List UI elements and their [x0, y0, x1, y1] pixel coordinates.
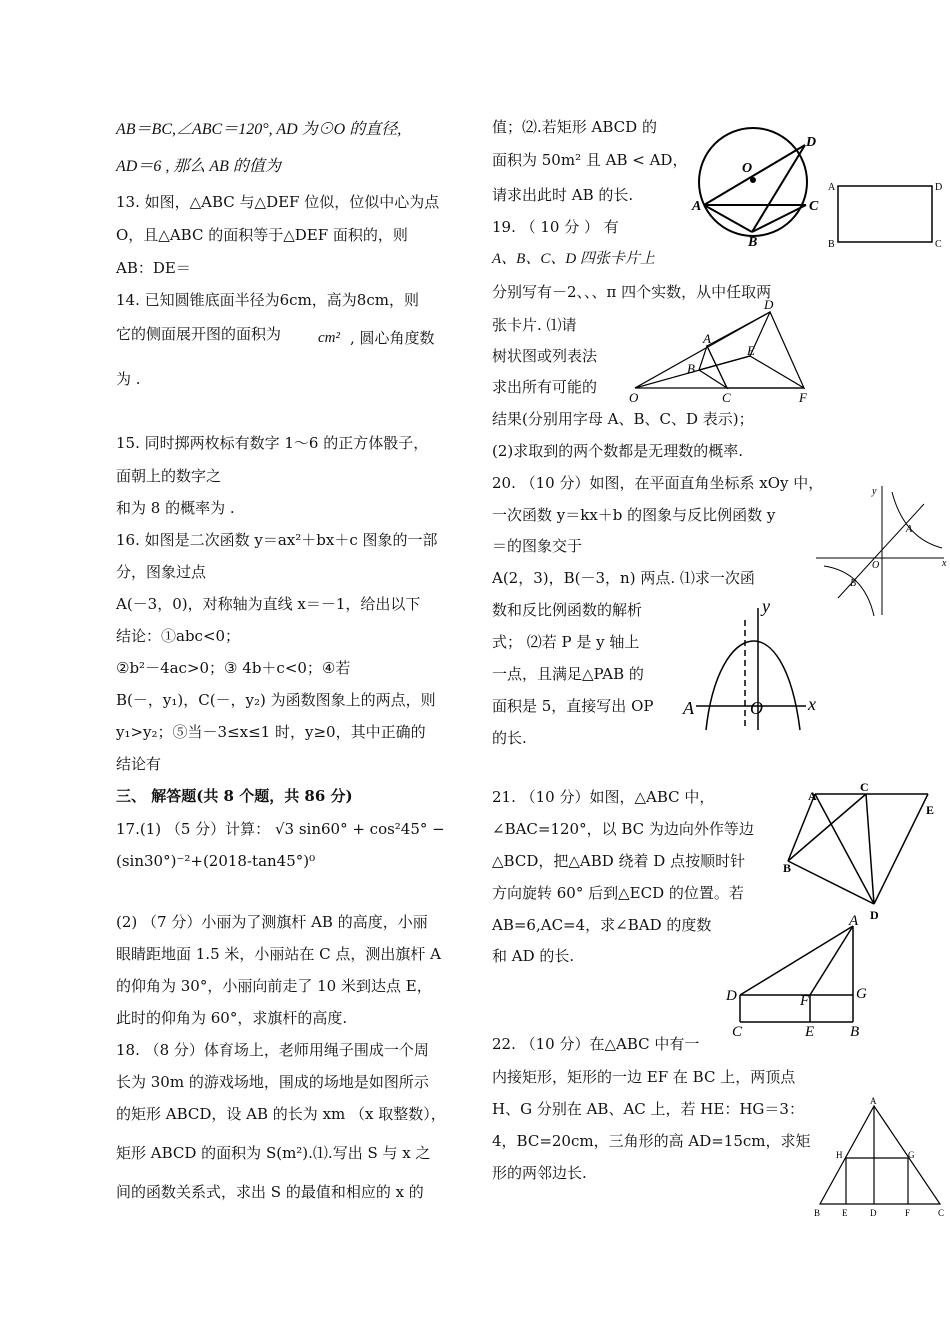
q19-line-2: A、B、C、D 四张卡片上: [492, 251, 655, 267]
q16-line-4: 结论：①abc<0；: [116, 627, 241, 645]
q20-line-9: 的长.: [492, 729, 527, 747]
q20-line-3: ＝的图象交于: [492, 537, 583, 555]
q19-line-8: (2)求取到的两个数都是无理数的概率.: [492, 442, 744, 460]
label-f: F: [905, 1208, 911, 1218]
parabola-figure: [678, 598, 828, 733]
label-a: A: [906, 524, 913, 535]
q17-line-1: 17.(1) （5 分）计算： √3 sin60° + cos²45° −: [116, 820, 445, 838]
q20-line-8: 面积是 5，直接写出 OP: [492, 697, 654, 715]
flagpole-figure: [724, 912, 874, 1042]
label-d: D: [726, 988, 737, 1004]
q16-line-3: A(－3，0)，对称轴为直线 x＝－1，给出以下: [116, 595, 421, 613]
q21-line-5: AB=6,AC=4，求∠BAD 的度数: [492, 916, 712, 934]
section-3-heading: 三、 解答题(共 8 个题，共 86 分): [116, 787, 353, 805]
label-b: B: [850, 1024, 860, 1040]
q12-line-2: AD＝6 , 那么 AB 的值为: [116, 158, 281, 175]
q17-line-3: (2) （7 分）小丽为了测旗杆 AB 的高度，小丽: [116, 913, 428, 931]
q13-line-2: O，且△ABC 的面积等于△DEF 面积的，则: [116, 226, 408, 244]
label-g: G: [856, 986, 867, 1002]
q20-line-6: 式； ⑵若 P 是 y 轴上: [492, 633, 640, 651]
label-c: C: [935, 239, 942, 250]
q16-line-1: 16. 如图是二次函数 y＝ax²＋bx＋c 图象的一部: [116, 531, 438, 549]
inscribed-rectangle-figure: [812, 1096, 948, 1222]
q20-line-5: 数和反比例函数的解析: [492, 601, 643, 619]
label-a: A: [849, 913, 859, 929]
q21-line-4: 方向旋转 60° 后到△ECD 的位置。若: [492, 884, 744, 902]
label-b: B: [828, 239, 835, 250]
q21-line-1: 21. （10 分）如图，△ABC 中，: [492, 788, 715, 806]
q22-line-3: H、G 分别在 AB、AC 上，若 HE：HG＝3：: [492, 1100, 804, 1118]
label-f: F: [800, 993, 810, 1009]
q14-line-2: 它的侧面展开图的面积为: [116, 325, 282, 343]
q19-line-6: 求出所有可能的: [492, 378, 598, 396]
label-b: B: [783, 861, 792, 875]
q16-line-6: B(－，y₁)，C(－，y₂) 为函数图象上的两点，则: [116, 691, 436, 709]
q15-line-2: 面朝上的数字之: [116, 467, 222, 485]
label-a: A: [703, 331, 711, 346]
q13-line-1: 13. 如图，△ABC 与△DEF 位似，位似中心为点: [116, 193, 440, 211]
label-b: B: [748, 235, 758, 250]
q16-line-7: y₁>y₂；⑤当－3≤x≤1 时，y≥0，其中正确的: [116, 723, 426, 741]
q19-line-4: 张卡片. ⑴请: [492, 316, 577, 334]
q20-line-7: 一点，且满足△PAB 的: [492, 665, 644, 683]
hyperbola-figure: [814, 480, 950, 618]
q20-line-2: 一次函数 y＝kx＋b 的图象与反比例函数 y: [492, 506, 776, 524]
label-o: O: [872, 560, 880, 571]
q22-line-1: 22. （10 分）在△ABC 中有一: [492, 1035, 700, 1053]
label-b: B: [850, 578, 857, 589]
q17-line-6: 此时的仰角为 60°，求旗杆的高度.: [116, 1009, 348, 1027]
q16-line-5: ②b²－4ac>0；③ 4b＋c<0；④若: [116, 659, 351, 677]
q14-line-2b: , 圆心角度数: [350, 329, 435, 347]
q17-line-4: 眼睛距地面 1.5 米，小丽站在 C 点，测出旗杆 A: [116, 945, 442, 963]
center-dot: [750, 177, 756, 183]
label-e: E: [842, 1208, 848, 1218]
q14-line-1: 14. 已知圆锥底面半径为6cm，高为8cm，则: [116, 291, 419, 309]
label-e: E: [805, 1024, 815, 1040]
q18-line-2: 长为 30m 的游戏场地，围成的场地是如图所示: [116, 1073, 429, 1091]
label-c: C: [860, 780, 869, 794]
q18-line-8: 请求出此时 AB 的长.: [492, 186, 634, 204]
q22-line-5: 形的两邻边长.: [492, 1164, 587, 1182]
label-d: D: [870, 908, 879, 922]
q17-line-5: 的仰角为 30°，小丽向前走了 10 米到达点 E，: [116, 977, 432, 995]
rect-abcd: [838, 186, 932, 242]
label-o: O: [750, 698, 763, 718]
label-a: A: [870, 1096, 877, 1106]
label-o: O: [629, 390, 639, 405]
rectangle-figure: [826, 178, 946, 250]
label-d: D: [806, 135, 817, 150]
q21-line-3: △BCD，把△ABD 绕着 D 点按顺时针: [492, 852, 746, 870]
q13-line-3: AB：DE＝: [116, 259, 191, 277]
label-d: D: [935, 182, 943, 193]
q15-line-1: 15. 同时掷两枚标有数字 1～6 的正方体骰子，: [116, 434, 429, 452]
q18-line-3: 的矩形 ABCD，设 AB 的长为 xm （x 取整数），: [116, 1105, 446, 1123]
label-g: G: [908, 1150, 915, 1160]
label-f: F: [799, 390, 807, 405]
chord-ab: [704, 205, 752, 232]
q16-line-8: 结论有: [116, 755, 162, 773]
label-h: H: [836, 1150, 843, 1160]
label-y: y: [762, 596, 770, 616]
rotation-figure: [778, 776, 943, 924]
q22-line-4: 4，BC=20cm，三角形的高 AD=15cm，求矩: [492, 1132, 811, 1150]
q20-line-1: 20. （10 分）如图，在平面直角坐标系 xOy 中，: [492, 474, 824, 492]
label-o: O: [742, 161, 753, 176]
label-c: C: [732, 1024, 743, 1040]
q18-line-7: 面积为 50m² 且 AB < AD，: [492, 151, 688, 169]
q12-line-1: AB＝BC,∠ABC＝120°, AD 为⊙O 的直径,: [116, 121, 402, 138]
label-d: D: [870, 1208, 877, 1218]
q14-line-3: 为 .: [116, 370, 141, 388]
q22-line-2: 内接矩形，矩形的一边 EF 在 BC 上，两顶点: [492, 1068, 796, 1086]
q19-line-1: 19. （ 10 分 ） 有: [492, 218, 619, 236]
label-a: A: [828, 182, 836, 193]
label-y: y: [872, 486, 877, 497]
q18-line-1: 18. （8 分）体育场上，老师用绳子围成一个周: [116, 1041, 429, 1059]
q21-line-6: 和 AD 的长.: [492, 947, 575, 965]
label-c: C: [809, 199, 819, 214]
q15-line-3: 和为 8 的概率为 .: [116, 499, 235, 517]
label-d: D: [764, 297, 774, 312]
homothety-figure: [627, 298, 817, 403]
q18-line-5: 间的函数关系式，求出 S 的最值和相应的 x 的: [116, 1183, 424, 1201]
q19-line-5: 树状图或列表法: [492, 347, 598, 365]
q19-line-7: 结果(分别用字母 A、B、C、D 表示)；: [492, 410, 754, 428]
label-e: E: [926, 803, 935, 817]
label-x: x: [808, 694, 816, 714]
circle-figure: [690, 120, 825, 250]
q18-line-6: 值；⑵.若矩形 ABCD 的: [492, 118, 657, 136]
label-b: B: [814, 1208, 821, 1218]
q17-line-2: (sin30°)⁻²+(2018-tan45°)⁰: [116, 852, 316, 870]
label-e: E: [747, 343, 755, 358]
q20-line-4: A(2，3)，B(－3，n) 两点. ⑴求一次函: [492, 569, 755, 587]
label-c: C: [938, 1208, 945, 1218]
label-b: B: [687, 361, 695, 376]
q14-unit: cm²: [318, 330, 340, 346]
q21-line-2: ∠BAC=120°，以 BC 为边向外作等边: [492, 820, 754, 838]
label-x: x: [942, 558, 947, 569]
label-a: A: [683, 698, 694, 718]
q16-line-2: 分，图象过点: [116, 563, 207, 581]
diameter-ad: [704, 145, 805, 205]
q18-line-4: 矩形 ABCD 的面积为 S(m²).⑴.写出 S 与 x 之: [116, 1144, 431, 1162]
q19-line-3: 分别写有－2、、、π 四个实数，从中任取两: [492, 283, 772, 301]
label-a: A: [808, 789, 817, 803]
label-a: A: [692, 199, 702, 214]
label-c: C: [722, 390, 731, 405]
